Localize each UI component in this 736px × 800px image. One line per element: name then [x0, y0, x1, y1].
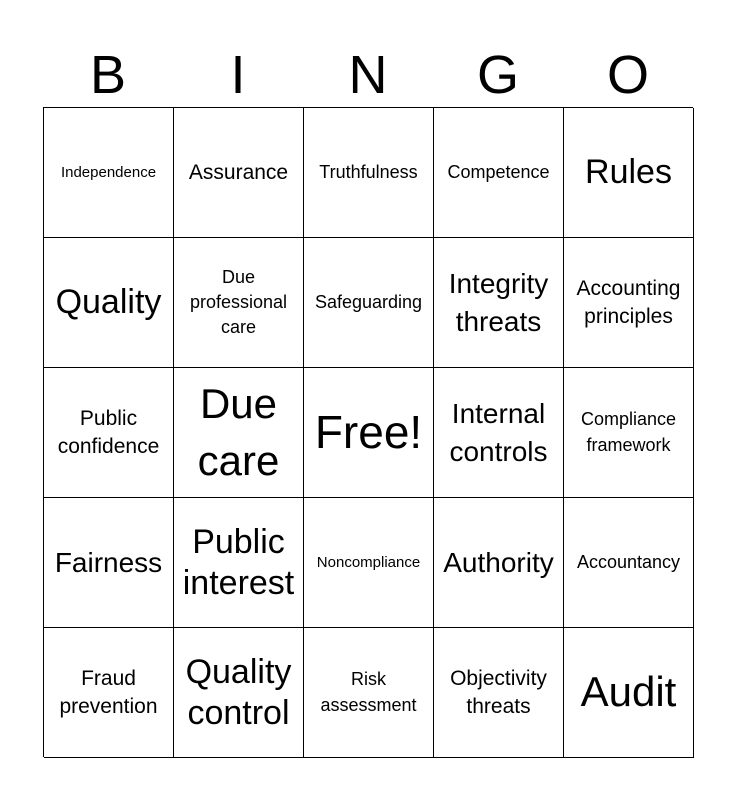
- bingo-cell[interactable]: Independence: [44, 108, 174, 238]
- bingo-cell[interactable]: Accountancy: [564, 498, 694, 628]
- bingo-cell[interactable]: Authority: [434, 498, 564, 628]
- bingo-cell[interactable]: Internal controls: [434, 368, 564, 498]
- bingo-cell[interactable]: Rules: [564, 108, 694, 238]
- bingo-cell[interactable]: Integrity threats: [434, 238, 564, 368]
- bingo-cell[interactable]: Competence: [434, 108, 564, 238]
- bingo-cell[interactable]: Audit: [564, 628, 694, 758]
- bingo-cell[interactable]: Objectivity threats: [434, 628, 564, 758]
- bingo-cell[interactable]: Public confidence: [44, 368, 174, 498]
- bingo-cell[interactable]: Safeguarding: [304, 238, 434, 368]
- bingo-cell[interactable]: Quality control: [174, 628, 304, 758]
- header-letter-n: N: [348, 45, 388, 105]
- bingo-cell[interactable]: Quality: [44, 238, 174, 368]
- bingo-cell[interactable]: Due professional care: [174, 238, 304, 368]
- header-letter-i: I: [230, 45, 246, 105]
- bingo-header: [43, 42, 693, 108]
- bingo-cell[interactable]: Risk assessment: [304, 628, 434, 758]
- bingo-cell[interactable]: Assurance: [174, 108, 304, 238]
- bingo-cell[interactable]: Accounting principles: [564, 238, 694, 368]
- bingo-cell[interactable]: Fraud prevention: [44, 628, 174, 758]
- free-space-cell[interactable]: Free!: [304, 368, 434, 498]
- header-letter-g: G: [476, 45, 519, 105]
- bingo-card: [43, 107, 693, 757]
- bingo-cell[interactable]: Fairness: [44, 498, 174, 628]
- bingo-cell[interactable]: Noncompliance: [304, 498, 434, 628]
- bingo-cell[interactable]: Compliance framework: [564, 368, 694, 498]
- bingo-cell[interactable]: Public interest: [174, 498, 304, 628]
- header-letter-b: B: [89, 45, 127, 105]
- bingo-cell[interactable]: Due care: [174, 368, 304, 498]
- bingo-cell[interactable]: Truthfulness: [304, 108, 434, 238]
- header-letter-o: O: [606, 45, 649, 105]
